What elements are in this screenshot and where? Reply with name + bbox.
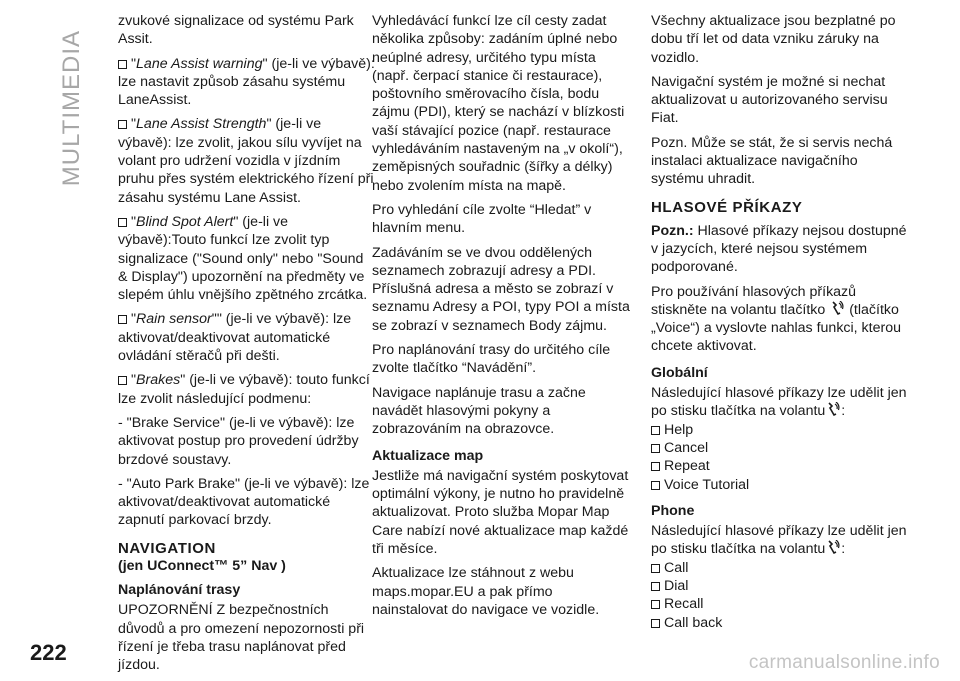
command-label: Call <box>664 559 689 576</box>
column-right <box>651 12 909 632</box>
checkbox-bullet-icon <box>651 426 660 435</box>
paragraph: Navigační systém je možné si nechat aktualizovat u autorizovaného servisu Fiat. <box>651 73 888 127</box>
phone-command-list <box>651 559 909 632</box>
brakes-item: "Brakes" (je-li ve výbavě): touto funkcí lze zvolit následující podmenu: <box>118 372 370 407</box>
text: : <box>841 403 846 420</box>
paragraph: - "Auto Park Brake" (je-li ve výbavě): lze aktivovat/deaktivovat automatické zapnutí parkovací brzdy. <box>118 475 370 529</box>
paragraph <box>651 283 909 356</box>
checkbox-bullet-icon <box>118 120 127 129</box>
voice-command-icon <box>826 540 840 555</box>
paragraph: Zadáváním se ve dvou oddělených seznamech zobrazují adresy a PDI. Příslušná adresa a město se zobrazí v seznamu Adresy a POI, typy POI a místa se zobrazí v seznamech Body zájmu. <box>372 244 630 334</box>
paragraph: UPOZORNĚNÍ Z bezpečnostních důvodů a pro omezení nepozornosti při řízení je třeba trasu naplánovat před jízdou. <box>118 602 365 674</box>
paragraph: Aktualizace lze stáhnout z webu maps.mopar.EU a pak přímo nainstalovat do navigace ve vozidle. <box>372 565 600 618</box>
list-item <box>651 476 909 494</box>
global-command-list <box>651 421 909 494</box>
list-item <box>651 595 909 613</box>
page-number: 222 <box>30 640 67 665</box>
checkbox-bullet-icon <box>651 462 660 471</box>
map-update-heading: Aktualizace map <box>372 447 484 464</box>
column-middle <box>372 12 630 625</box>
command-label: Call back <box>664 614 723 631</box>
checkbox-bullet-icon <box>651 619 660 628</box>
item-text: (je-li ve výbavě): lze zvolit, jakou sílu vyvíjet na volant pro udržení vozidla v jízdním pruhu přes systém elektrického řízení při zásahu systému Lane Assist. <box>118 116 374 206</box>
command-label: Dial <box>664 578 689 595</box>
list-item <box>651 457 909 475</box>
checkbox-bullet-icon <box>118 376 127 385</box>
voice-command-icon <box>830 301 844 316</box>
rain-sensor-item: "Rain sensor"" (je-li ve výbavě): lze aktivovat/deaktivovat automatické ovládání stěračů při dešti. <box>118 311 352 365</box>
checkbox-bullet-icon <box>651 564 660 573</box>
lane-strength-item: "Lane Assist Strength" (je-li ve výbavě): lze zvolit, jakou sílu vyvíjet na volant pro udržení vozidla v jízdním pruhu přes systém elektrického řízení při zásahu systému Lane Assist. <box>118 116 374 206</box>
paragraph: Navigace naplánuje trasu a začne navádět hlasovými pokyny a zobrazováním na obrazovce. <box>372 384 586 438</box>
note-paragraph <box>651 222 909 277</box>
item-text: (je-li ve výbavě): lze nastavit způsob zásahu systému LaneAssist. <box>118 55 375 109</box>
paragraph: Vyhledávácí funkcí lze cíl cesty zadat několika způsoby: zadáním úplné nebo neúplné adresy, určitého typu místa (např. čerpací stanice či restaurace), poštovního směrovacího čísla, bodu zájmu (PDI), který se nachází v blízkosti vaší stávající pozice (např. restaurace vyhledáváním nastaveným na „v okolí“), zeměpisných souřadnic (šířky a délky) nebo zvolením místa na mapě. <box>372 13 625 194</box>
blind-spot-item: "Blind Spot Alert" (je-li ve výbavě):Touto funkcí lze zvolit typ signalizace ("Sound only" nebo "Sound & Display") upozornění na předměty ve slepém úhlu vnějšího zpětného zrcátka. <box>118 213 368 304</box>
item-text: (je-li ve výbavě): touto funkcí lze zvolit následující podmenu: <box>118 372 370 407</box>
paragraph <box>651 522 909 559</box>
paragraph: Pro vyhledání cíle zvolte “Hledat” v hlavním menu. <box>372 201 592 237</box>
text: : <box>841 541 846 558</box>
text: Pro používání hlasových příkazů stiskněte na volantu tlačítko <box>651 283 857 318</box>
navigation-subheading: (jen UConnect™ 5” Nav ) <box>118 557 286 574</box>
note-text: Hlasové příkazy nejsou dostupné v jazycích, které nejsou systémem podporované. <box>651 222 907 276</box>
lane-warning-item: "Lane Assist warning" (je-li ve výbavě): lze nastavit způsob zásahu systému LaneAssist. <box>118 55 375 109</box>
voice-command-icon <box>826 402 840 417</box>
item-text: (je-li ve výbavě):Touto funkcí lze zvolit typ signalizace ("Sound only" nebo "Sound & Display") upozornění na předměty ve slepém úhlu vnějšího zpětného zrcátka. <box>118 213 368 304</box>
phone-heading: Phone <box>651 502 695 519</box>
paragraph: Všechny aktualizace jsou bezplatné po dobu tří let od data vzniku záruky na vozidlo. <box>651 13 896 66</box>
command-label: Recall <box>664 596 704 613</box>
checkbox-bullet-icon <box>118 315 127 324</box>
paragraph: Jestliže má navigační systém poskytovat optimální výkony, je nutno ho pravidelně aktualizovat. Proto služba Mopar Map Care nabízí nové aktualizace map každé tři měsíce. <box>372 467 629 558</box>
command-label: Cancel <box>664 439 709 456</box>
checkbox-bullet-icon <box>118 60 127 69</box>
text: Následující hlasové příkazy lze udělit jen po stisku tlačítka na volantu <box>651 523 907 558</box>
checkbox-bullet-icon <box>651 481 660 490</box>
note-label: Pozn.: <box>651 222 694 239</box>
list-item <box>651 577 909 595</box>
section-tab <box>52 30 92 187</box>
term: Lane Assist warning <box>136 55 263 72</box>
checkbox-bullet-icon <box>651 444 660 453</box>
term: Blind Spot Alert <box>136 213 234 230</box>
list-item <box>651 421 909 439</box>
list-item <box>651 614 909 632</box>
watermark: carmanualsonline.info <box>748 652 940 673</box>
voice-commands-heading: HLASOVÉ PŘÍKAZY <box>651 198 803 216</box>
section-title: MULTIMEDIA <box>58 30 85 187</box>
paragraph: Pro naplánování trasy do určitého cíle zvolte tlačítko “Navádění”. <box>372 342 611 377</box>
navigation-heading: NAVIGATION <box>118 539 216 557</box>
paragraph: zvukové signalizace od systému Park Assit. <box>118 13 354 48</box>
text: (tlačítko „Voice“) a vyslovte nahlas funkci, kterou chcete aktivovat. <box>651 301 901 355</box>
paragraph: Pozn. Může se stát, že si servis nechá instalaci aktualizace navigačního systému uhradit. <box>651 134 893 188</box>
command-label: Voice Tutorial <box>664 476 750 493</box>
text: Následující hlasové příkazy lze udělit jen po stisku tlačítka na volantu <box>651 385 907 420</box>
term: Lane Assist Strength <box>136 116 267 133</box>
column-left <box>118 12 376 681</box>
checkbox-bullet-icon <box>118 218 127 227</box>
command-label: Help <box>664 421 694 438</box>
command-label: Repeat <box>664 458 710 475</box>
checkbox-bullet-icon <box>651 600 660 609</box>
term: Brakes <box>136 372 181 389</box>
global-heading: Globální <box>651 364 708 381</box>
checkbox-bullet-icon <box>651 582 660 591</box>
list-item <box>651 439 909 457</box>
paragraph: - "Brake Service" (je-li ve výbavě): lze aktivovat postup pro provedení údržby brzdové soustavy. <box>118 414 359 468</box>
paragraph <box>651 384 909 421</box>
item-text: " (je-li ve výbavě): lze aktivovat/deaktivovat automatické ovládání stěračů při dešti. <box>118 311 352 365</box>
route-planning-heading: Naplánování trasy <box>118 582 241 599</box>
list-item <box>651 559 909 577</box>
term: Rain sensor <box>136 311 212 328</box>
